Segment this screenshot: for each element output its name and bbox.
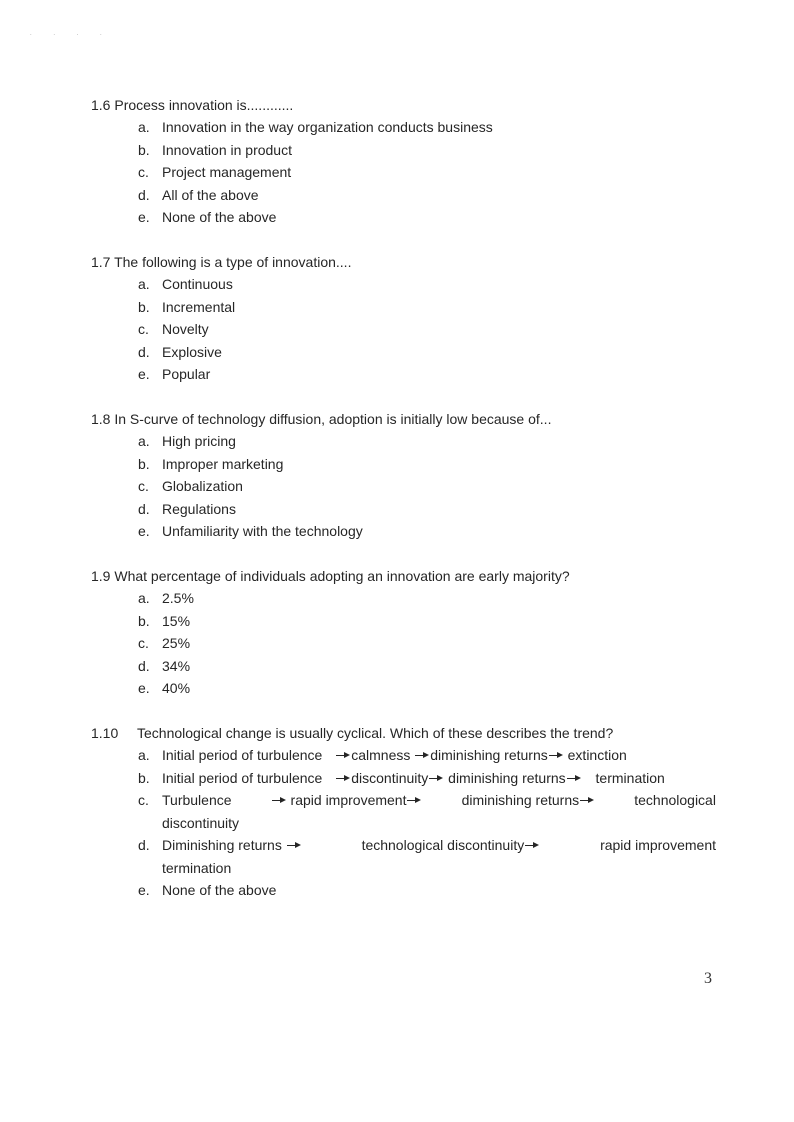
question-text: 1.9 What percentage of individuals adopting an innovation are early majority? — [91, 568, 570, 584]
arrow-right-icon — [415, 751, 429, 761]
option-c[interactable]: c. Novelty — [138, 321, 209, 337]
question-1-7 — [91, 252, 721, 386]
arrow-right-icon — [336, 774, 350, 784]
option-e[interactable]: e. 40% — [138, 680, 191, 696]
option-a[interactable]: a. Initial period of turbulence calmness diminishing returns extinction — [138, 747, 627, 763]
arrow-right-icon — [429, 774, 443, 784]
option-c[interactable]: c. Turbulence rapid improvement diminishing returns technological discontinuity — [138, 792, 716, 831]
arrow-right-icon — [525, 841, 539, 851]
option-d[interactable]: d. All of the above — [138, 186, 259, 203]
option-a[interactable]: a. Innovation in the way organization conducts business — [138, 119, 493, 135]
question-1-8 — [91, 409, 721, 543]
option-e[interactable]: e. Unfamiliarity with the technology — [138, 523, 363, 539]
arrow-right-icon — [287, 841, 301, 851]
option-c[interactable]: c. Project management — [138, 164, 292, 180]
option-a[interactable]: a. 2.5% — [138, 590, 194, 606]
question-text: 1.6 Process innovation is............ — [91, 97, 294, 113]
arrow-right-icon — [272, 796, 286, 806]
option-c[interactable]: c. Globalization — [138, 478, 243, 494]
question-1-9 — [91, 566, 721, 700]
scan-marks: . . . . — [30, 31, 112, 37]
arrow-right-icon — [567, 774, 581, 784]
option-c[interactable]: c. 25% — [138, 635, 191, 651]
option-e[interactable]: e. None of the above — [138, 209, 277, 225]
arrow-right-icon — [407, 796, 421, 806]
question-text: 1.7 The following is a type of innovation.... — [91, 254, 352, 270]
arrow-right-icon — [580, 796, 594, 806]
option-b[interactable]: b. Incremental — [138, 298, 236, 315]
arrow-right-icon — [336, 751, 350, 761]
question-text: 1.10 Technological change is usually cyclical. Which of these describes the trend? — [91, 725, 614, 741]
option-b[interactable]: b. Improper marketing — [138, 455, 284, 472]
option-b[interactable]: b. Innovation in product — [138, 141, 292, 158]
page-number: 3 — [704, 970, 712, 987]
question-number: 1.10 — [91, 725, 119, 741]
question-1-6 — [91, 95, 721, 229]
option-b[interactable]: b. 15% — [138, 612, 191, 629]
option-e[interactable]: e. Popular — [138, 366, 211, 382]
option-a[interactable]: a. Continuous — [138, 276, 233, 292]
option-d[interactable]: d. Diminishing returns technological discontinuity rapid improvement termination — [138, 837, 716, 876]
option-d[interactable]: d. 34% — [138, 657, 191, 674]
option-d[interactable]: d. Regulations — [138, 500, 236, 517]
question-1-10 — [91, 723, 721, 902]
option-d[interactable]: d. Explosive — [138, 343, 222, 360]
arrow-right-icon — [549, 751, 563, 761]
question-text: 1.8 In S-curve of technology diffusion, adoption is initially low because of... — [91, 411, 552, 427]
option-b[interactable]: b. Initial period of turbulence discontinuity diminishing returns termination — [138, 769, 665, 786]
option-a[interactable]: a. High pricing — [138, 433, 236, 449]
option-e[interactable]: e. None of the above — [138, 882, 277, 898]
